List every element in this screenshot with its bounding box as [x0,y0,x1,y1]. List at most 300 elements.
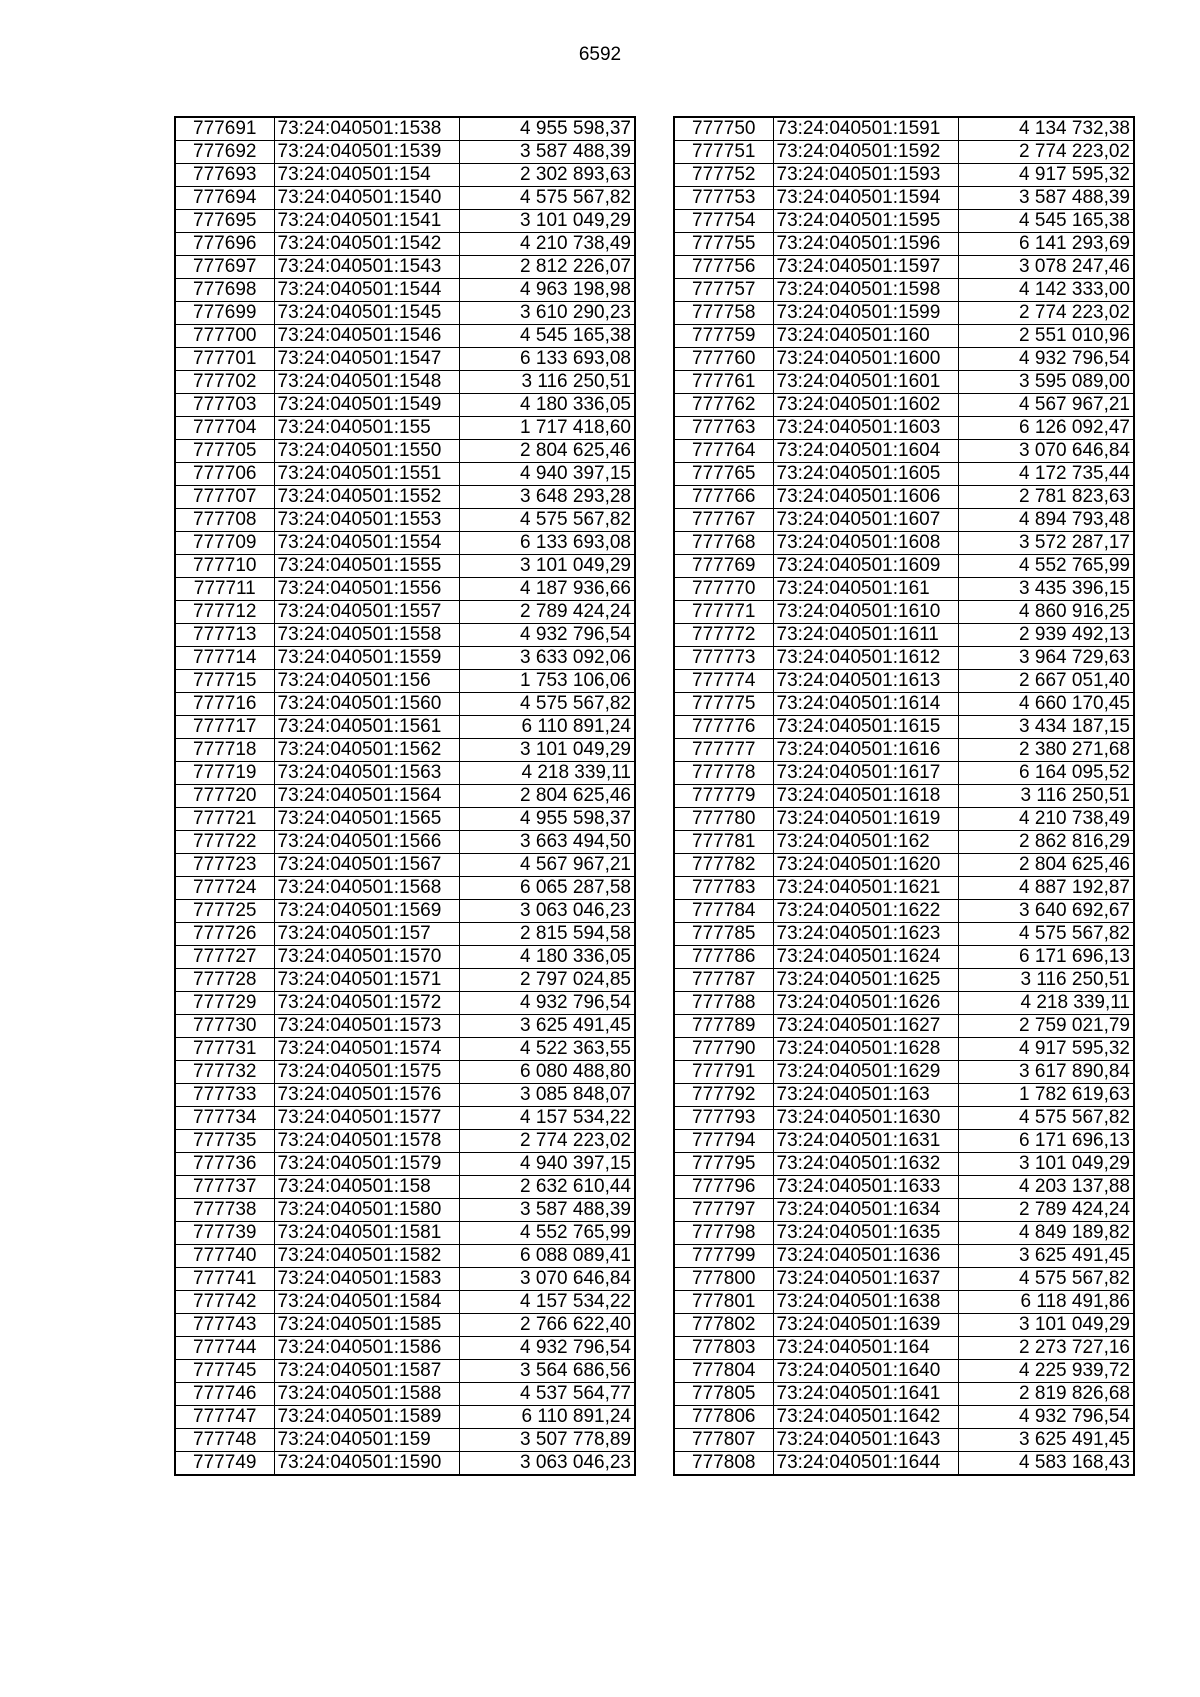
record-number-cell: 777793 [674,1107,773,1130]
value-cell: 4 157 534,22 [459,1107,635,1130]
record-number-cell: 777808 [674,1452,773,1476]
record-number-cell: 777735 [175,1130,274,1153]
cadastral-number-cell: 73:24:040501:1613 [773,670,958,693]
value-cell: 2 667 051,40 [958,670,1134,693]
record-number-cell: 777698 [175,279,274,302]
cadastral-number-cell: 73:24:040501:1610 [773,601,958,624]
record-number-cell: 777779 [674,785,773,808]
table-row [674,946,1134,969]
cadastral-number-cell: 73:24:040501:1622 [773,900,958,923]
record-number-cell: 777801 [674,1291,773,1314]
table-row [175,877,635,900]
table-row [674,900,1134,923]
register-table-right [673,116,1135,1476]
value-cell: 6 171 696,13 [958,1130,1134,1153]
cadastral-number-cell: 73:24:040501:1545 [274,302,459,325]
table-row [175,210,635,233]
record-number-cell: 777748 [175,1429,274,1452]
cadastral-number-cell: 73:24:040501:1620 [773,854,958,877]
cadastral-number-cell: 73:24:040501:1596 [773,233,958,256]
table-row [674,417,1134,440]
table-row [674,1360,1134,1383]
table-row [674,693,1134,716]
record-number-cell: 777736 [175,1153,274,1176]
table-row [674,532,1134,555]
cadastral-number-cell: 73:24:040501:1553 [274,509,459,532]
record-number-cell: 777740 [175,1245,274,1268]
table-row [674,463,1134,486]
record-number-cell: 777731 [175,1038,274,1061]
record-number-cell: 777696 [175,233,274,256]
record-number-cell: 777762 [674,394,773,417]
record-number-cell: 777695 [175,210,274,233]
table-row [674,1429,1134,1452]
cadastral-number-cell: 73:24:040501:1629 [773,1061,958,1084]
record-number-cell: 777790 [674,1038,773,1061]
value-cell: 2 774 223,02 [958,302,1134,325]
record-number-cell: 777806 [674,1406,773,1429]
record-number-cell: 777726 [175,923,274,946]
cadastral-number-cell: 73:24:040501:1623 [773,923,958,946]
cadastral-number-cell: 73:24:040501:1644 [773,1452,958,1476]
table-row [175,1199,635,1222]
table-row [175,233,635,256]
record-number-cell: 777784 [674,900,773,923]
table-row [175,1314,635,1337]
value-cell: 4 567 967,21 [459,854,635,877]
value-cell: 2 766 622,40 [459,1314,635,1337]
cadastral-number-cell: 73:24:040501:1539 [274,141,459,164]
value-cell: 4 522 363,55 [459,1038,635,1061]
record-number-cell: 777766 [674,486,773,509]
record-number-cell: 777733 [175,1084,274,1107]
record-number-cell: 777771 [674,601,773,624]
cadastral-number-cell: 73:24:040501:1634 [773,1199,958,1222]
value-cell: 4 575 567,82 [958,1107,1134,1130]
value-cell: 4 849 189,82 [958,1222,1134,1245]
cadastral-number-cell: 73:24:040501:1599 [773,302,958,325]
cadastral-number-cell: 73:24:040501:1640 [773,1360,958,1383]
record-number-cell: 777750 [674,117,773,141]
value-cell: 4 545 165,38 [958,210,1134,233]
cadastral-number-cell: 73:24:040501:1627 [773,1015,958,1038]
value-cell: 4 567 967,21 [958,394,1134,417]
cadastral-number-cell: 73:24:040501:1581 [274,1222,459,1245]
cadastral-number-cell: 73:24:040501:1639 [773,1314,958,1337]
table-row [175,1107,635,1130]
table-row [674,1199,1134,1222]
record-number-cell: 777711 [175,578,274,601]
value-cell: 4 180 336,05 [459,394,635,417]
value-cell: 4 552 765,99 [459,1222,635,1245]
table-row [175,164,635,187]
table-row [175,808,635,831]
cadastral-number-cell: 73:24:040501:1559 [274,647,459,670]
value-cell: 3 116 250,51 [958,785,1134,808]
cadastral-number-cell: 73:24:040501:1547 [274,348,459,371]
value-cell: 4 940 397,15 [459,463,635,486]
record-number-cell: 777787 [674,969,773,992]
cadastral-number-cell: 73:24:040501:1563 [274,762,459,785]
record-number-cell: 777734 [175,1107,274,1130]
record-number-cell: 777781 [674,831,773,854]
record-number-cell: 777706 [175,463,274,486]
cadastral-number-cell: 73:24:040501:1540 [274,187,459,210]
cadastral-number-cell: 73:24:040501:1569 [274,900,459,923]
cadastral-number-cell: 73:24:040501:1588 [274,1383,459,1406]
record-number-cell: 777721 [175,808,274,831]
cadastral-number-cell: 73:24:040501:1621 [773,877,958,900]
table-row [674,555,1134,578]
table-row [674,394,1134,417]
record-number-cell: 777775 [674,693,773,716]
table-row [175,532,635,555]
value-cell: 3 572 287,17 [958,532,1134,555]
cadastral-number-cell: 73:24:040501:1564 [274,785,459,808]
cadastral-number-cell: 73:24:040501:1566 [274,831,459,854]
cadastral-number-cell: 73:24:040501:1572 [274,992,459,1015]
cadastral-number-cell: 73:24:040501:1605 [773,463,958,486]
record-number-cell: 777754 [674,210,773,233]
table-row [674,1452,1134,1476]
cadastral-number-cell: 73:24:040501:1580 [274,1199,459,1222]
value-cell: 6 133 693,08 [459,532,635,555]
value-cell: 6 065 287,58 [459,877,635,900]
table-row [674,509,1134,532]
table-row [175,187,635,210]
table-row [674,1107,1134,1130]
value-cell: 1 717 418,60 [459,417,635,440]
table-row [674,785,1134,808]
table-row [674,1383,1134,1406]
value-cell: 6 126 092,47 [958,417,1134,440]
table-row [175,555,635,578]
cadastral-number-cell: 73:24:040501:1583 [274,1268,459,1291]
cadastral-number-cell: 73:24:040501:1594 [773,187,958,210]
record-number-cell: 777780 [674,808,773,831]
table-row [674,210,1134,233]
record-number-cell: 777718 [175,739,274,762]
value-cell: 3 101 049,29 [459,210,635,233]
value-cell: 4 955 598,37 [459,808,635,831]
record-number-cell: 777769 [674,555,773,578]
value-cell: 4 552 765,99 [958,555,1134,578]
record-number-cell: 777807 [674,1429,773,1452]
record-number-cell: 777772 [674,624,773,647]
table-row [674,601,1134,624]
value-cell: 4 210 738,49 [459,233,635,256]
record-number-cell: 777758 [674,302,773,325]
cadastral-number-cell: 73:24:040501:1616 [773,739,958,762]
value-cell: 1 753 106,06 [459,670,635,693]
record-number-cell: 777720 [175,785,274,808]
table-row [175,670,635,693]
value-cell: 3 587 488,39 [459,1199,635,1222]
value-cell: 6 164 095,52 [958,762,1134,785]
cadastral-number-cell: 73:24:040501:1597 [773,256,958,279]
cadastral-number-cell: 73:24:040501:1577 [274,1107,459,1130]
table-row [674,716,1134,739]
value-cell: 3 564 686,56 [459,1360,635,1383]
record-number-cell: 777759 [674,325,773,348]
record-number-cell: 777785 [674,923,773,946]
table-row [674,624,1134,647]
table-row [674,348,1134,371]
record-number-cell: 777804 [674,1360,773,1383]
cadastral-number-cell: 73:24:040501:1557 [274,601,459,624]
cadastral-number-cell: 73:24:040501:1591 [773,117,958,141]
table-row [175,394,635,417]
cadastral-number-cell: 73:24:040501:1541 [274,210,459,233]
cadastral-number-cell: 73:24:040501:1592 [773,141,958,164]
cadastral-number-cell: 73:24:040501:1625 [773,969,958,992]
record-number-cell: 777782 [674,854,773,877]
cadastral-number-cell: 73:24:040501:163 [773,1084,958,1107]
record-number-cell: 777796 [674,1176,773,1199]
value-cell: 2 797 024,85 [459,969,635,992]
table-row [175,279,635,302]
table-row [674,1153,1134,1176]
table-row [175,1153,635,1176]
value-cell: 3 063 046,23 [459,1452,635,1476]
register-table-left [174,116,636,1476]
table-row [674,647,1134,670]
table-row [674,371,1134,394]
value-cell: 6 171 696,13 [958,946,1134,969]
cadastral-number-cell: 73:24:040501:1586 [274,1337,459,1360]
record-number-cell: 777792 [674,1084,773,1107]
value-cell: 3 648 293,28 [459,486,635,509]
value-cell: 3 633 092,06 [459,647,635,670]
value-cell: 2 819 826,68 [958,1383,1134,1406]
cadastral-number-cell: 73:24:040501:1578 [274,1130,459,1153]
value-cell: 2 939 492,13 [958,624,1134,647]
record-number-cell: 777783 [674,877,773,900]
value-cell: 4 940 397,15 [459,1153,635,1176]
value-cell: 4 860 916,25 [958,601,1134,624]
table-row [674,486,1134,509]
value-cell: 2 781 823,63 [958,486,1134,509]
value-cell: 2 812 226,07 [459,256,635,279]
table-row [175,302,635,325]
value-cell: 4 660 170,45 [958,693,1134,716]
value-cell: 3 964 729,63 [958,647,1134,670]
record-number-cell: 777798 [674,1222,773,1245]
table-row [175,1406,635,1429]
table-row [175,486,635,509]
cadastral-number-cell: 73:24:040501:160 [773,325,958,348]
value-cell: 2 759 021,79 [958,1015,1134,1038]
value-cell: 4 142 333,00 [958,279,1134,302]
record-number-cell: 777797 [674,1199,773,1222]
record-number-cell: 777725 [175,900,274,923]
record-number-cell: 777788 [674,992,773,1015]
record-number-cell: 777753 [674,187,773,210]
record-number-cell: 777724 [175,877,274,900]
record-number-cell: 777728 [175,969,274,992]
record-number-cell: 777757 [674,279,773,302]
record-number-cell: 777729 [175,992,274,1015]
table-row [175,1337,635,1360]
table-row [674,302,1134,325]
table-row [175,1291,635,1314]
cadastral-number-cell: 73:24:040501:1571 [274,969,459,992]
table-row [674,1268,1134,1291]
cadastral-number-cell: 73:24:040501:1607 [773,509,958,532]
cadastral-number-cell: 73:24:040501:1538 [274,117,459,141]
value-cell: 3 116 250,51 [459,371,635,394]
value-cell: 2 789 424,24 [459,601,635,624]
table-row [674,233,1134,256]
value-cell: 4 545 165,38 [459,325,635,348]
value-cell: 2 302 893,63 [459,164,635,187]
table-row [674,854,1134,877]
table-row [674,762,1134,785]
record-number-cell: 777727 [175,946,274,969]
value-cell: 2 380 271,68 [958,739,1134,762]
value-cell: 4 172 735,44 [958,463,1134,486]
record-number-cell: 777709 [175,532,274,555]
cadastral-number-cell: 73:24:040501:1576 [274,1084,459,1107]
table-row [674,1314,1134,1337]
table-row [175,578,635,601]
cadastral-number-cell: 73:24:040501:1584 [274,1291,459,1314]
cadastral-number-cell: 73:24:040501:1551 [274,463,459,486]
table-row [175,509,635,532]
cadastral-number-cell: 73:24:040501:1555 [274,555,459,578]
value-cell: 4 575 567,82 [958,923,1134,946]
value-cell: 3 625 491,45 [459,1015,635,1038]
table-row [674,164,1134,187]
value-cell: 3 663 494,50 [459,831,635,854]
value-cell: 4 932 796,54 [459,1337,635,1360]
table-row [175,992,635,1015]
cadastral-number-cell: 73:24:040501:1560 [274,693,459,716]
cadastral-number-cell: 73:24:040501:1600 [773,348,958,371]
table-row [175,417,635,440]
value-cell: 3 625 491,45 [958,1245,1134,1268]
table-row [674,1061,1134,1084]
cadastral-number-cell: 73:24:040501:164 [773,1337,958,1360]
cadastral-number-cell: 73:24:040501:1603 [773,417,958,440]
record-number-cell: 777747 [175,1406,274,1429]
table-row [674,808,1134,831]
cadastral-number-cell: 73:24:040501:1552 [274,486,459,509]
value-cell: 3 434 187,15 [958,716,1134,739]
table-row [175,946,635,969]
record-number-cell: 777699 [175,302,274,325]
value-cell: 2 804 625,46 [459,440,635,463]
table-row [674,877,1134,900]
value-cell: 4 917 595,32 [958,1038,1134,1061]
table-row [674,670,1134,693]
record-number-cell: 777704 [175,417,274,440]
table-row [674,1015,1134,1038]
record-number-cell: 777802 [674,1314,773,1337]
record-number-cell: 777737 [175,1176,274,1199]
value-cell: 3 078 247,46 [958,256,1134,279]
cadastral-number-cell: 73:24:040501:1637 [773,1268,958,1291]
cadastral-number-cell: 73:24:040501:161 [773,578,958,601]
value-cell: 4 963 198,98 [459,279,635,302]
table-row [175,440,635,463]
record-number-cell: 777743 [175,1314,274,1337]
table-row [674,1176,1134,1199]
table-row [674,1038,1134,1061]
record-number-cell: 777742 [175,1291,274,1314]
cadastral-number-cell: 73:24:040501:1574 [274,1038,459,1061]
record-number-cell: 777799 [674,1245,773,1268]
table-row [175,1176,635,1199]
value-cell: 2 862 816,29 [958,831,1134,854]
cadastral-number-cell: 73:24:040501:1624 [773,946,958,969]
table-row [175,854,635,877]
cadastral-number-cell: 73:24:040501:1614 [773,693,958,716]
value-cell: 4 218 339,11 [459,762,635,785]
record-number-cell: 777691 [175,117,274,141]
record-number-cell: 777746 [175,1383,274,1406]
value-cell: 4 203 137,88 [958,1176,1134,1199]
cadastral-number-cell: 73:24:040501:155 [274,417,459,440]
table-row [175,647,635,670]
record-number-cell: 777716 [175,693,274,716]
record-number-cell: 777805 [674,1383,773,1406]
value-cell: 3 101 049,29 [459,739,635,762]
record-number-cell: 777756 [674,256,773,279]
value-cell: 3 507 778,89 [459,1429,635,1452]
cadastral-number-cell: 73:24:040501:1590 [274,1452,459,1476]
record-number-cell: 777708 [175,509,274,532]
value-cell: 3 101 049,29 [958,1153,1134,1176]
table-row [674,923,1134,946]
record-number-cell: 777752 [674,164,773,187]
cadastral-number-cell: 73:24:040501:1601 [773,371,958,394]
table-row [175,1360,635,1383]
cadastral-number-cell: 73:24:040501:1631 [773,1130,958,1153]
value-cell: 4 583 168,43 [958,1452,1134,1476]
record-number-cell: 777722 [175,831,274,854]
record-number-cell: 777765 [674,463,773,486]
value-cell: 3 625 491,45 [958,1429,1134,1452]
value-cell: 4 157 534,22 [459,1291,635,1314]
record-number-cell: 777715 [175,670,274,693]
cadastral-number-cell: 73:24:040501:1619 [773,808,958,831]
value-cell: 4 887 192,87 [958,877,1134,900]
value-cell: 4 575 567,82 [459,509,635,532]
record-number-cell: 777739 [175,1222,274,1245]
cadastral-number-cell: 73:24:040501:1636 [773,1245,958,1268]
record-number-cell: 777702 [175,371,274,394]
table-row [175,325,635,348]
record-number-cell: 777713 [175,624,274,647]
table-row [175,371,635,394]
value-cell: 2 273 727,16 [958,1337,1134,1360]
table-row [674,1337,1134,1360]
cadastral-number-cell: 73:24:040501:1558 [274,624,459,647]
cadastral-number-cell: 73:24:040501:1582 [274,1245,459,1268]
table-row [175,693,635,716]
value-cell: 4 575 567,82 [459,187,635,210]
cadastral-number-cell: 73:24:040501:1548 [274,371,459,394]
value-cell: 4 218 339,11 [958,992,1134,1015]
table-row [674,1222,1134,1245]
value-cell: 3 617 890,84 [958,1061,1134,1084]
cadastral-number-cell: 73:24:040501:1615 [773,716,958,739]
table-row [175,831,635,854]
cadastral-number-cell: 73:24:040501:1575 [274,1061,459,1084]
table-row [674,578,1134,601]
value-cell: 3 085 848,07 [459,1084,635,1107]
